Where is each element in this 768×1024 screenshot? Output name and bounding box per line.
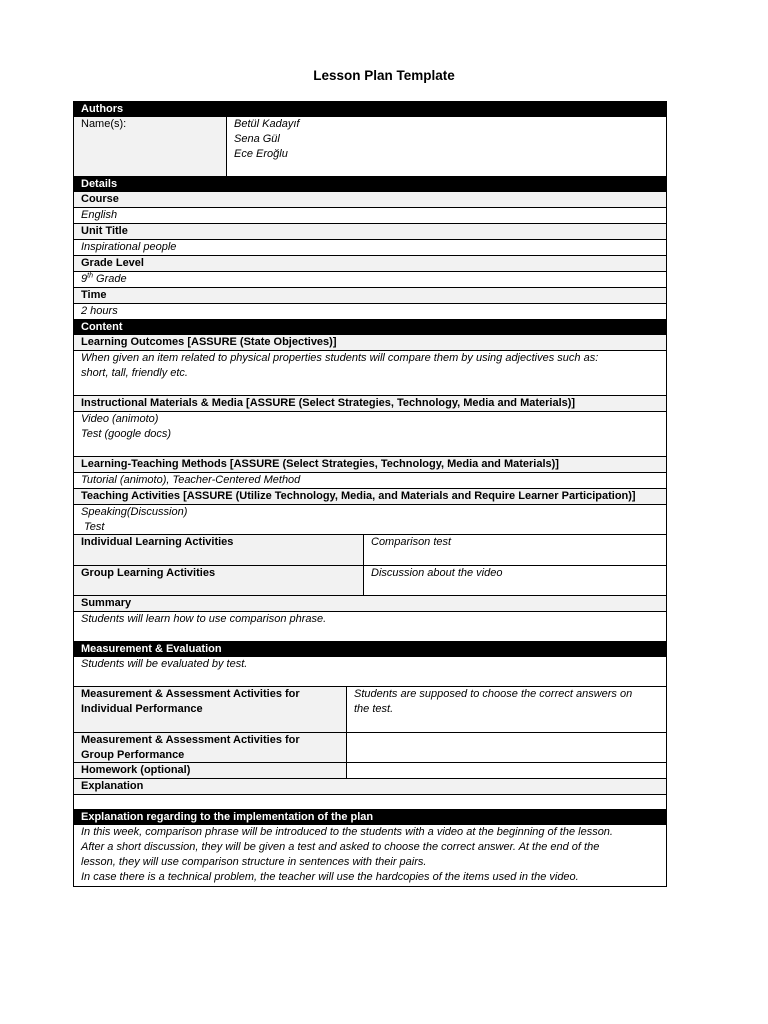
names-list (227, 117, 666, 176)
homework-row (74, 763, 666, 779)
materials-label: Instructional Materials & Media [ASSURE (Select Strategies, Technology, Media and Materials)] (74, 396, 666, 412)
course-label: Course (74, 192, 666, 208)
group-learning-label: Group Learning Activities (74, 566, 364, 595)
learning-outcomes-value: When given an item related to physical properties students will compare them by using adjectives such as: short, tall, friendly etc. (74, 351, 666, 396)
grade-level-value: 9th Grade (74, 272, 666, 288)
time-value: 2 hours (74, 304, 666, 320)
names-label: Name(s): (74, 117, 227, 176)
individual-assessment-label: Measurement & Assessment Activities for Individual Performance (74, 687, 347, 732)
group-assessment-row (74, 733, 666, 763)
individual-assessment-row (74, 687, 666, 733)
methods-label: Learning-Teaching Methods [ASSURE (Select Strategies, Technology, Media and Materials)] (74, 457, 666, 473)
individual-learning-value: Comparison test (371, 536, 452, 548)
individual-assessment-value: Students are supposed to choose the correct answers on the test. (354, 688, 633, 715)
page-title: Lesson Plan Template (313, 68, 455, 83)
time-label: Time (74, 288, 666, 304)
authors-header: Authors (74, 102, 666, 117)
homework-label: Homework (optional) (74, 763, 347, 778)
homework-value (347, 763, 666, 778)
unit-title-label: Unit Title (74, 224, 666, 240)
author-name: Betül Kadayıf (234, 118, 300, 130)
content-header: Content (74, 320, 666, 335)
explanation-value (74, 795, 666, 810)
unit-title-value: Inspirational people (74, 240, 666, 256)
authors-row (74, 117, 666, 177)
teaching-activities-label: Teaching Activities [ASSURE (Utilize Technology, Media, and Materials and Require Learner Participation)] (74, 489, 666, 505)
author-name: Sena Gül (234, 133, 280, 145)
grade-level-label: Grade Level (74, 256, 666, 272)
summary-label: Summary (74, 596, 666, 612)
teaching-activities-value: Speaking(Discussion) Test (74, 505, 666, 535)
methods-value: Tutorial (animoto), Teacher-Centered Method (74, 473, 666, 489)
implementation-value: In this week, comparison phrase will be introduced to the students with a video at the beginning of the lesson. After a short discussion, they will be given a test and asked to choose the correct answer. At the end of the lesson, they will use comparison structure in sentences with their pairs. In case there is a technical problem, the teacher will use the hardcopies of the items used in the video. (81, 826, 613, 883)
course-value: English (74, 208, 666, 224)
details-header: Details (74, 177, 666, 192)
author-name: Ece Eroğlu (234, 148, 288, 160)
group-assessment-value (347, 733, 666, 762)
implementation-header: Explanation regarding to the implementation of the plan (74, 810, 666, 825)
explanation-label: Explanation (74, 779, 666, 795)
summary-value: Students will learn how to use comparison phrase. (74, 612, 666, 642)
learning-outcomes-label: Learning Outcomes [ASSURE (State Objectives)] (74, 335, 666, 351)
individual-learning-row (74, 535, 666, 566)
measurement-value: Students will be evaluated by test. (74, 657, 666, 687)
group-learning-row (74, 566, 666, 596)
individual-learning-label: Individual Learning Activities (74, 535, 364, 565)
lesson-plan-table (73, 101, 667, 887)
group-learning-value: Discussion about the video (371, 567, 503, 579)
materials-value: Video (animoto) Test (google docs) (74, 412, 666, 457)
measurement-header: Measurement & Evaluation (74, 642, 666, 657)
group-assessment-label: Measurement & Assessment Activities for Group Performance (74, 733, 347, 762)
